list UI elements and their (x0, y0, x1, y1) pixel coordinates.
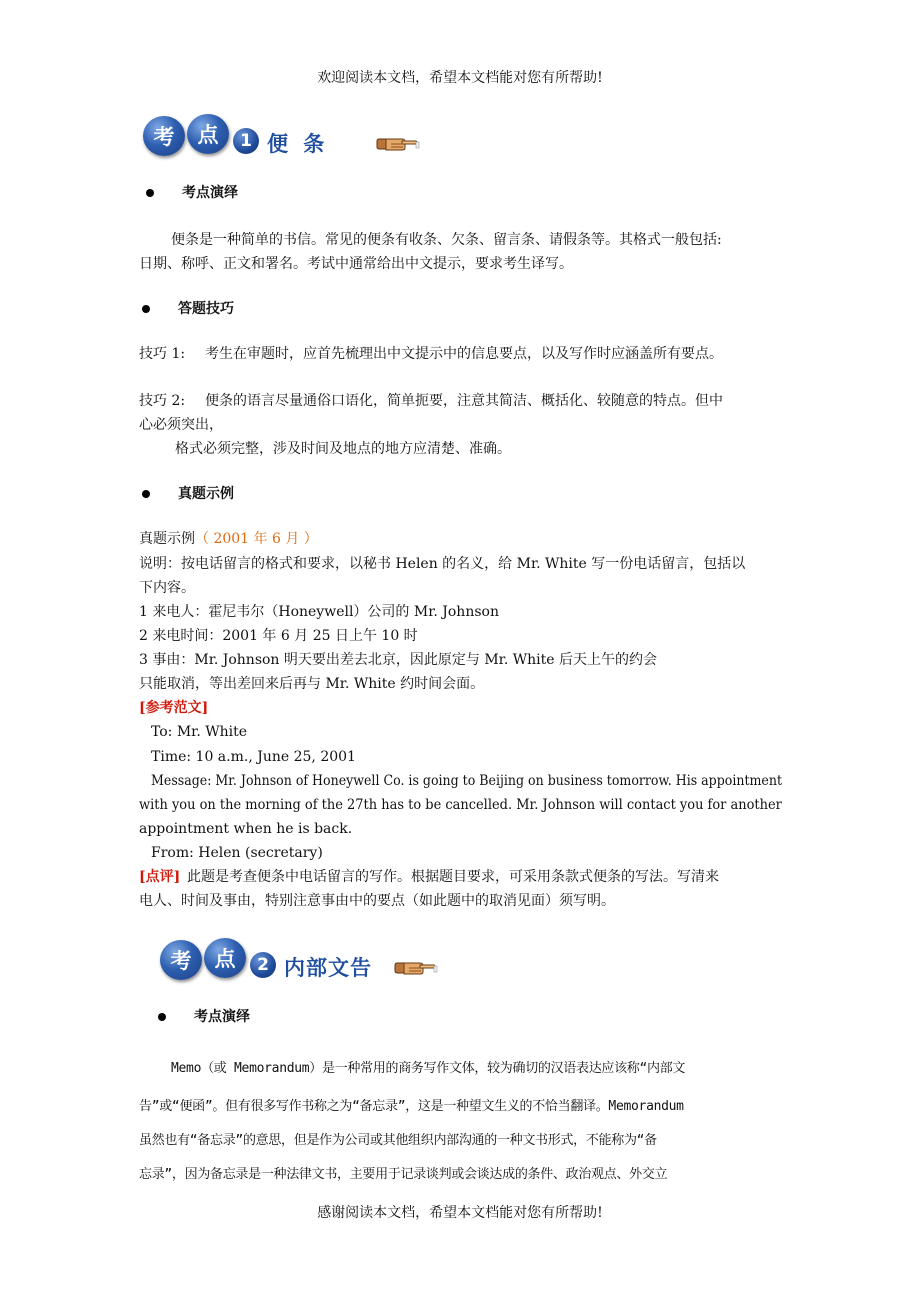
demo-paragraph-line1: 便条是一种简单的书信。常见的便条有收条、欠条、留言条、请假条等。其格式一般包括: (171, 232, 722, 248)
requirement-item-3: 3 事由：Mr. Johnson 明天要出差去北京，因此原定与 Mr. White 后天上午的约会 (139, 652, 657, 668)
example-title: 真题示例 (139, 531, 195, 547)
bullet-icon (158, 1013, 166, 1021)
tip2-line3: 格式必须完整，涉及时间及地点的地方应清楚、准确。 (175, 441, 511, 457)
memo-paragraph-line4: 忘录”，因为备忘录是一种法律文书，主要用于记录谈判或会谈达成的条件、政治观点、外交立 (139, 1167, 668, 1182)
page-header: 欢迎阅读本文档，希望本文档能对您有所帮助! (317, 70, 603, 86)
bullet-heading-example: 真题示例 (178, 486, 234, 502)
answer-message-line1: Message: Mr. Johnson of Honeywell Co. is going to Beijing on business tomorrow. His appointment (151, 773, 783, 789)
page-footer: 感谢阅读本文档，希望本文档能对您有所帮助! (317, 1205, 603, 1221)
example-label (139, 527, 318, 551)
tip2-text: 便条的语言尽量通俗口语化，简单扼要，注意其简洁、概括化、较随意的特点。但中 (205, 393, 723, 409)
answer-to: To: Mr. White (151, 724, 248, 740)
dian-badge: 点 (187, 114, 229, 154)
section-title: 内部文告 (284, 956, 372, 980)
bullet-heading-tips: 答题技巧 (178, 301, 234, 317)
bullet-heading-demo: 考点演绎 (182, 185, 238, 201)
pointing-hand-icon (376, 134, 420, 154)
answer-message-line3: appointment when he is back. (139, 821, 353, 837)
memo-paragraph-line1: Memo（或 Memorandum）是一种常用的商务写作文体，较为确切的汉语表达应该称“内部文 (171, 1061, 686, 1076)
comment-line1: 此题是考查便条中电话留言的写作。根据题目要求，可采用条款式便条的写法。写清来 (187, 869, 719, 885)
requirement-item-2: 2 来电时间：2001 年 6 月 25 日上午 10 时 (139, 628, 418, 644)
tip2-line2: 心必须突出， (139, 417, 223, 433)
pointing-hand-icon (394, 958, 438, 978)
reference-label: [参考范文] (139, 700, 209, 716)
bullet-icon (142, 490, 150, 498)
description-line2: 下内容。 (139, 580, 195, 596)
description-line1: 说明：按电话留言的格式和要求，以秘书 Helen 的名义，给 Mr. White 写一份电话留言，包括以 (139, 556, 746, 572)
tip1-text: 考生在审题时，应首先梳理出中文提示中的信息要点，以及写作时应涵盖所有要点。 (205, 346, 723, 362)
tip1-label: 技巧 1: (139, 346, 186, 362)
example-date: （ 2001 年 6 月 ） (195, 531, 318, 547)
section-title: 便 条 (267, 132, 329, 156)
requirement-item-3-cont: 只能取消，等出差回来后再与 Mr. White 约时间会面。 (139, 676, 485, 692)
section-number-badge: 2 (250, 952, 276, 978)
comment-label: [点评] (139, 869, 181, 885)
answer-time: Time: 10 a.m., June 25, 2001 (151, 749, 356, 765)
section-number-badge: 1 (233, 128, 259, 154)
answer-from: From: Helen (secretary) (151, 845, 323, 861)
bullet-icon (142, 305, 150, 313)
kao-badge: 考 (160, 940, 202, 980)
comment-line2: 电人、时间及事由，特别注意事由中的要点（如此题中的取消见面）须写明。 (139, 893, 615, 909)
requirement-item-1: 1 来电人：霍尼韦尔（Honeywell）公司的 Mr. Johnson (139, 604, 499, 620)
dian-badge: 点 (204, 938, 246, 978)
bullet-heading-demo-2: 考点演绎 (194, 1009, 250, 1025)
kao-badge: 考 (143, 116, 185, 156)
bullet-icon (146, 189, 154, 197)
answer-message-line2: with you on the morning of the 27th has to be cancelled. Mr. Johnson will contact you for another (139, 797, 782, 813)
memo-paragraph-line2: 告”或“便函”。但有很多写作书称之为“备忘录”，这是一种望文生义的不恰当翻译。Memorandum (139, 1099, 684, 1114)
memo-paragraph-line3: 虽然也有“备忘录”的意思，但是作为公司或其他组织内部沟通的一种文书形式，不能称为“备 (139, 1133, 657, 1148)
tip2-label: 技巧 2: (139, 393, 186, 409)
demo-paragraph-line2: 日期、称呼、正文和署名。考试中通常给出中文提示，要求考生译写。 (139, 256, 573, 272)
